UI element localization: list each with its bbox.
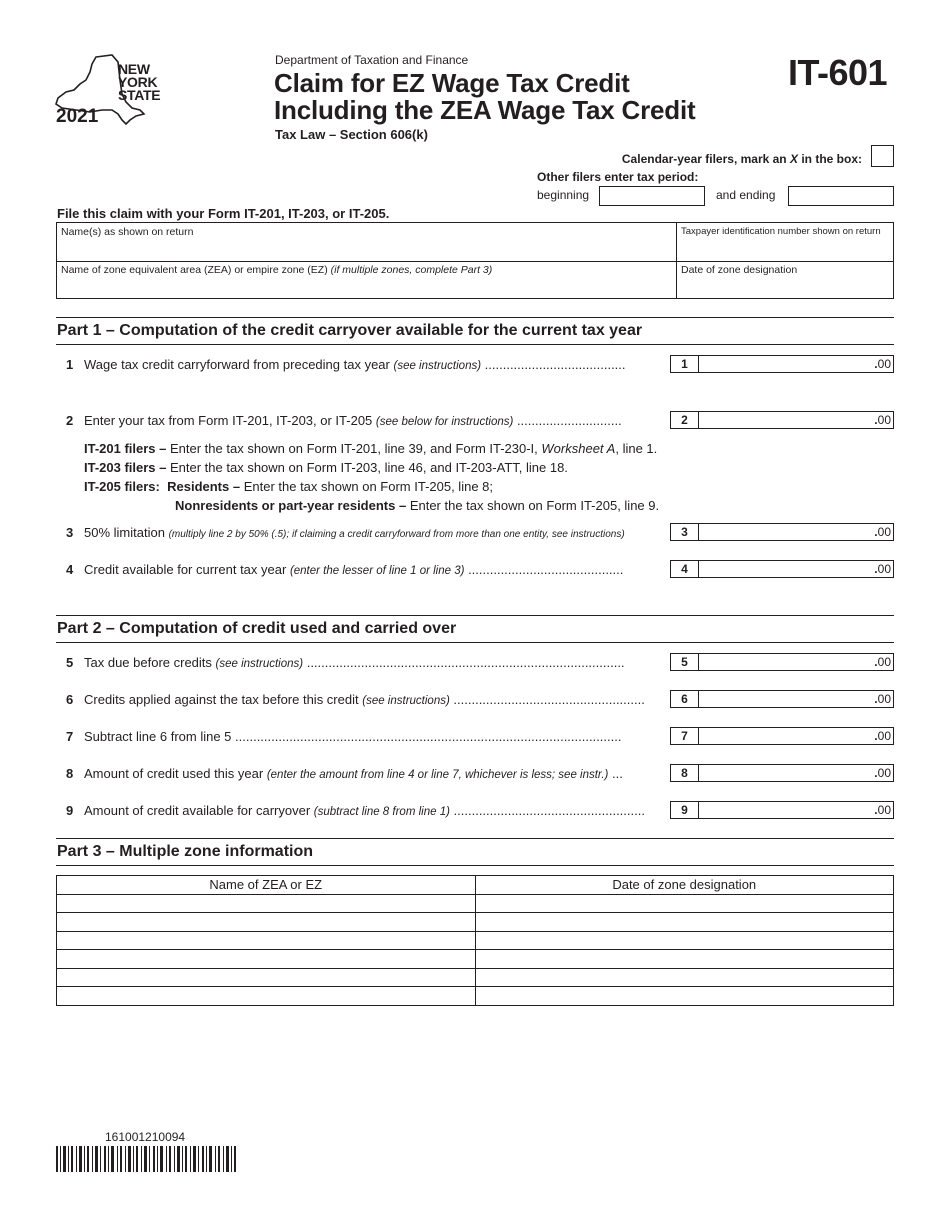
- line-box-number: 9: [670, 801, 699, 819]
- zone-name-field[interactable]: [61, 264, 492, 276]
- logo-line-new: NEW: [118, 61, 150, 77]
- it205-nonresidents-instruction: Nonresidents or part-year residents – Enter the tax shown on Form IT-205, line 9.: [175, 498, 660, 513]
- line-description: 50% limitation (multiply line 2 by 50% (.5); if claiming a credit carryforward from more than one entity, see instructions): [84, 525, 625, 540]
- line-description: Wage tax credit carryforward from preceding tax year (see instructions) .......................................: [84, 357, 626, 372]
- names-field[interactable]: [61, 226, 193, 238]
- names-label: Name(s) as shown on return: [61, 226, 194, 238]
- zone-date-field[interactable]: [681, 264, 797, 276]
- line-2-amount-field[interactable]: .00: [699, 411, 894, 429]
- line-3-row: [56, 523, 894, 543]
- line-description: Enter your tax from Form IT-201, IT-203, or IT-205 (see below for instructions) .............................: [84, 413, 622, 428]
- zone-date-cell[interactable]: [475, 950, 894, 969]
- form-title-line1: Claim for EZ Wage Tax Credit: [274, 68, 630, 98]
- tin-field[interactable]: [681, 226, 881, 237]
- line-7-row: [56, 727, 894, 747]
- table-row: [57, 913, 894, 932]
- table-row: [57, 950, 894, 969]
- form-title-line2: Including the ZEA Wage Tax Credit: [274, 95, 696, 125]
- line-number: 6: [66, 692, 74, 707]
- table-row: [57, 987, 894, 1006]
- zone-date-cell[interactable]: [475, 913, 894, 932]
- part2-heading: Part 2 – Computation of credit used and carried over: [56, 615, 894, 643]
- line-box-number: 7: [670, 727, 699, 745]
- table-row: [57, 931, 894, 950]
- it205-residents-instruction: IT-205 filers: Residents – Enter the tax shown on Form IT-205, line 8;: [84, 479, 493, 494]
- zone-date-cell[interactable]: [475, 987, 894, 1006]
- line-2-row: [56, 411, 894, 431]
- line-6-amount-field[interactable]: .00: [699, 690, 894, 708]
- zone-name-cell[interactable]: [57, 913, 476, 932]
- zone-name-label: Name of zone equivalent area (ZEA) or empire zone (EZ): [61, 264, 328, 276]
- line-box-number: 5: [670, 653, 699, 671]
- it203-instruction: IT-203 filers – Enter the tax shown on Form IT-203, line 46, and IT-203-ATT, line 18.: [84, 460, 568, 475]
- zone-name-note: (if multiple zones, complete Part 3): [330, 264, 493, 276]
- ending-label: and ending: [716, 188, 776, 202]
- line-6-row: [56, 690, 894, 710]
- line-number: 5: [66, 655, 74, 670]
- line-box-number: 8: [670, 764, 699, 782]
- zone-name-cell[interactable]: [57, 968, 476, 987]
- line-box-number: 3: [670, 523, 699, 541]
- line-number: 8: [66, 766, 74, 781]
- line-description: Credits applied against the tax before this credit (see instructions) .....................................................: [84, 692, 645, 707]
- tax-law-reference: Tax Law – Section 606(k): [275, 127, 428, 142]
- line-5-amount-field[interactable]: .00: [699, 653, 894, 671]
- logo-line-york: YORK: [118, 74, 158, 90]
- line-number: 9: [66, 803, 74, 818]
- table-header-row: [57, 876, 894, 895]
- line-9-row: [56, 801, 894, 821]
- line-number: 1: [66, 357, 74, 372]
- period-beginning-field[interactable]: [599, 186, 705, 206]
- logo-line-state: STATE: [118, 87, 161, 103]
- calendar-label-prefix: Calendar-year filers, mark an: [621, 152, 790, 166]
- line-number: 7: [66, 729, 74, 744]
- other-filers-label: Other filers enter tax period:: [537, 170, 699, 184]
- line-box-number: 1: [670, 355, 699, 373]
- tin-label: Taxpayer identification number shown on return: [681, 226, 881, 237]
- department-name: Department of Taxation and Finance: [275, 53, 469, 67]
- beginning-label: beginning: [537, 188, 590, 202]
- calendar-year-label: [622, 152, 862, 166]
- line-box-number: 4: [670, 560, 699, 578]
- zone-date-cell[interactable]: [475, 931, 894, 950]
- zone-table: [56, 875, 894, 1006]
- form-number: IT-601: [788, 52, 888, 93]
- line-description: Amount of credit used this year (enter the amount from line 4 or line 7, whichever is less; see instr.) ...: [84, 766, 623, 781]
- line-4-amount-field[interactable]: .00: [699, 560, 894, 578]
- line-number: 2: [66, 413, 74, 428]
- form-title: [274, 70, 695, 124]
- part3-heading: Part 3 – Multiple zone information: [56, 838, 894, 866]
- barcode-icon: [56, 1146, 240, 1174]
- calendar-year-checkbox[interactable]: [871, 145, 894, 167]
- line-7-amount-field[interactable]: .00: [699, 727, 894, 745]
- line-description: Credit available for current tax year (enter the lesser of line 1 or line 3) ...........................................: [84, 562, 624, 577]
- line-number: 3: [66, 525, 74, 540]
- zone-name-cell[interactable]: [57, 987, 476, 1006]
- line-box-number: 2: [670, 411, 699, 429]
- it201-instruction: IT-201 filers – Enter the tax shown on Form IT-201, line 39, and Form IT-230-I, Worksheet A, line 1.: [84, 441, 658, 456]
- zone-name-cell[interactable]: [57, 931, 476, 950]
- zone-name-cell[interactable]: [57, 950, 476, 969]
- period-ending-field[interactable]: [788, 186, 894, 206]
- filing-instruction: File this claim with your Form IT-201, IT-203, or IT-205.: [57, 206, 390, 221]
- line-8-amount-field[interactable]: .00: [699, 764, 894, 782]
- line-3-amount-field[interactable]: .00: [699, 523, 894, 541]
- zone-date-label: Date of zone designation: [681, 264, 798, 276]
- table-row: [57, 968, 894, 987]
- line-description: Tax due before credits (see instructions) ........................................................................................: [84, 655, 625, 670]
- line-9-amount-field[interactable]: .00: [699, 801, 894, 819]
- column-header-zone-date: Date of zone designation: [475, 876, 894, 895]
- column-header-zone-name: Name of ZEA or EZ: [57, 876, 476, 895]
- line-box-number: 6: [670, 690, 699, 708]
- line-2-instructions: [84, 439, 659, 515]
- nys-logo: [52, 50, 192, 130]
- zone-name-cell[interactable]: [57, 894, 476, 913]
- line-1-row: [56, 355, 894, 375]
- taxpayer-info-grid: [56, 222, 894, 299]
- line-1-amount-field[interactable]: .00: [699, 355, 894, 373]
- line-description: Amount of credit available for carryover (subtract line 8 from line 1) .....................................................: [84, 803, 645, 818]
- calendar-label-suffix: in the box:: [798, 152, 862, 166]
- zone-date-cell[interactable]: [475, 968, 894, 987]
- zone-date-cell[interactable]: [475, 894, 894, 913]
- line-8-row: [56, 764, 894, 784]
- barcode-number: 161001210094: [105, 1130, 186, 1144]
- part1-heading: Part 1 – Computation of the credit carryover available for the current tax year: [56, 317, 894, 345]
- form-year: 2021: [56, 106, 99, 127]
- line-description: Subtract line 6 from line 5 ...........................................................................................................: [84, 729, 622, 744]
- calendar-label-x: X: [789, 152, 798, 166]
- table-row: [57, 894, 894, 913]
- line-5-row: [56, 653, 894, 673]
- line-4-row: [56, 560, 894, 580]
- line-number: 4: [66, 562, 74, 577]
